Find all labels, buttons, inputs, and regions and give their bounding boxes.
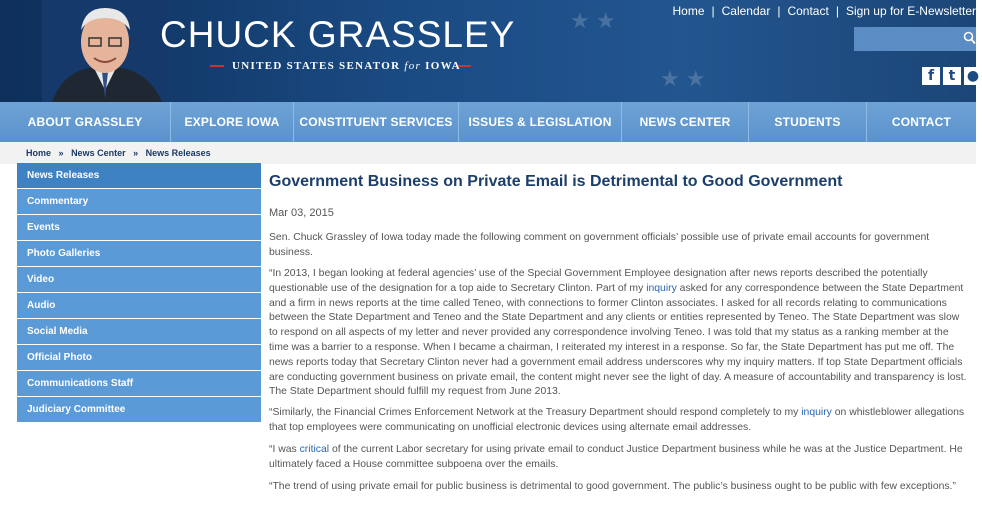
paragraph-text: “In 2013, I began looking at federal agencies’ use of the Special Government Employee designation after news reports described the potentially questionable use of the designation for a top aide to Secretary Clinton. Part of my [269, 268, 928, 294]
sidebar-item-video[interactable]: Video [17, 267, 261, 293]
sidebar [17, 163, 261, 423]
nav-news-center[interactable]: NEWS CENTER [622, 102, 749, 142]
twitter-icon[interactable]: t [943, 67, 961, 85]
nav-constituent-services[interactable]: CONSTITUENT SERVICES [294, 102, 459, 142]
breadcrumb-separator: » [133, 148, 139, 158]
paragraph-text: of the current Labor secretary for using private email to conduct Justice Department business while he was at the Justice Department. He ultimately faced a House committee subpoena over the emails. [269, 444, 963, 470]
nav-about-grassley[interactable]: ABOUT GRASSLEY [0, 102, 171, 142]
site-subtitle [232, 60, 461, 72]
article [269, 173, 976, 492]
article-paragraph: “The trend of using private email for public business is detrimental to good government. The public’s business ought to be public with few exceptions.” [269, 481, 956, 492]
subtitle-suffix: IOWA [421, 60, 461, 72]
breadcrumb-news-releases[interactable]: News Releases [145, 148, 211, 158]
breadcrumb-separator: » [58, 148, 64, 158]
top-link-home[interactable]: Home [672, 4, 705, 18]
search-icon[interactable] [963, 31, 976, 45]
nav-issues-legislation[interactable]: ISSUES & LEGISLATION [459, 102, 622, 142]
breadcrumb [0, 142, 976, 164]
breadcrumb-home[interactable]: Home [26, 148, 52, 158]
article-paragraph [269, 406, 969, 436]
top-link-calendar[interactable]: Calendar [721, 4, 771, 18]
divider [210, 65, 224, 67]
nav-students[interactable]: STUDENTS [749, 102, 867, 142]
separator: | [777, 4, 781, 18]
site-title[interactable]: CHUCK GRASSLEY [160, 14, 516, 55]
sidebar-item-photo-galleries[interactable]: Photo Galleries [17, 241, 261, 267]
subtitle-prefix: UNITED STATES SENATOR [232, 60, 405, 72]
social-links [922, 67, 982, 85]
sidebar-item-news-releases[interactable]: News Releases [17, 163, 261, 189]
paragraph-text: on whistleblower allegations that top employees were communicating on unofficial electronic devices using alternate email addresses. [269, 407, 965, 433]
separator: | [711, 4, 715, 18]
paragraph-text: asked for any correspondence between the State Department and a firm in news reports at the time called Teneo, with connections to former Clinton associates. I asked for all records relating to communications between the State Department and Teneo and the State Department and any clients or entities represented by Teneo. The State Department was slow to respond on all aspects of my letter and never provided any correspondence involving Teneo. I was told that my status as a ranking member at the time was a barrier to a response. When I became a chairman, I reiterated my interest in a response. So far, the State Department has put me off. The news reports today that Secretary Clinton never had a government email address underscores why my inquiry matters. If top State Department officials are conducting government business on private email, the content might never see the light of day. A measure of accountability and transparency is lost. The State Department should fulfill my request from June 2013. [269, 282, 967, 398]
subtitle-for: for [404, 60, 422, 72]
sidebar-item-audio[interactable]: Audio [17, 293, 261, 319]
article-paragraph [269, 443, 969, 473]
article-paragraph: Sen. Chuck Grassley of Iowa today made the following comment on government officials’ possible use of private email accounts for government business. [269, 232, 930, 258]
paragraph-text: “Similarly, the Financial Crimes Enforcement Network at the Treasury Department should respond completely to my [269, 407, 802, 418]
sidebar-item-commentary[interactable]: Commentary [17, 189, 261, 215]
sidebar-item-events[interactable]: Events [17, 215, 261, 241]
flickr-icon[interactable]: ● [964, 67, 982, 85]
article-date: Mar 03, 2015 [269, 207, 334, 219]
top-link-contact[interactable]: Contact [787, 4, 829, 18]
decorative-stars: ★ ★ [570, 8, 616, 33]
inquiry-link[interactable]: inquiry [646, 282, 677, 294]
sidebar-item-judiciary-committee[interactable]: Judiciary Committee [17, 397, 261, 423]
top-link-newsletter[interactable]: Sign up for E-Newsletter [845, 4, 976, 18]
nav-explore-iowa[interactable]: EXPLORE IOWA [171, 102, 294, 142]
top-links [672, 4, 976, 18]
breadcrumb-news-center[interactable]: News Center [71, 148, 126, 158]
main-nav [0, 102, 976, 142]
separator: | [835, 4, 839, 18]
sidebar-item-official-photo[interactable]: Official Photo [17, 345, 261, 371]
critical-link[interactable]: critical [299, 444, 330, 455]
decorative-stars: ★ ★ [660, 66, 706, 91]
sidebar-item-communications-staff[interactable]: Communications Staff [17, 371, 261, 397]
paragraph-text: “I was [269, 444, 300, 455]
nav-contact[interactable]: CONTACT [891, 115, 952, 129]
senator-portrait [42, 0, 168, 102]
search-input[interactable] [854, 27, 976, 51]
facebook-icon[interactable]: f [922, 67, 940, 85]
inquiry-link[interactable]: inquiry [801, 407, 832, 418]
article-title: Government Business on Private Email is Detrimental to Good Government [269, 173, 843, 190]
article-paragraph [269, 267, 969, 400]
sidebar-item-social-media[interactable]: Social Media [17, 319, 261, 345]
site-header [0, 0, 980, 102]
